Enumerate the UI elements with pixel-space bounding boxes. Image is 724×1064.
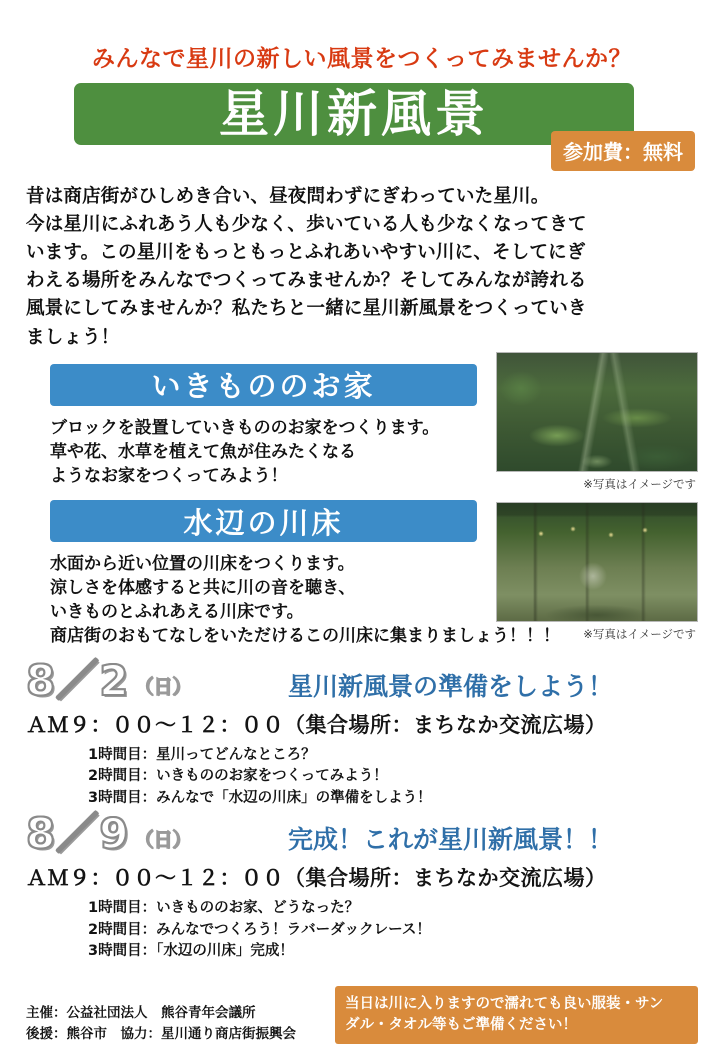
schedule-date-row [26,810,698,860]
section-body-line: 涼しさを体感すると共に川の音を聴き、 [50,578,356,599]
section-body-line: 草や花、水草を植えて魚が住みたくなる [50,441,356,462]
schedule-day: （日） [134,675,192,698]
poster-headline: みんなで星川の新しい風景をつくってみませんか？ [91,46,633,72]
schedule-period: 3時間目：みんなで「水辺の川床」の準備をしよう！ [88,790,432,807]
section-title: いきもののお家 [151,369,376,404]
section-body-line: ようなお家をつくってみよう！ [50,465,288,486]
schedule-time: ＡＭ９：００〜１２：００（集合場所：まちなか交流広場） [26,712,607,737]
schedule-periods [88,745,698,810]
photo-caption: ※写真はイメージです [583,476,696,491]
support-line: 後援：熊谷市 協力：星川通り商店街振興会 [26,1026,296,1043]
schedule-title: 完成！これが星川新風景！！ [288,824,614,854]
title-banner [74,83,634,145]
photo-riverbed [496,502,698,622]
title-row [26,83,698,164]
schedule-time: ＡＭ９：００〜１２：００（集合場所：まちなか交流広場） [26,865,607,890]
section-banner-kawadoko [50,500,477,542]
section-ikimono [26,364,698,491]
intro-paragraph [26,183,698,352]
notice-line: 当日は川に入りますので濡れても良い服装・サン [345,995,664,1012]
section-body-line: 水面から近い位置の川床をつくります。 [50,554,355,575]
schedule-period: 2時間目：みんなでつくろう！ラバーダックレース！ [88,921,431,938]
section-banner-ikimono [50,364,477,406]
intro-line: 風景にしてみませんか？私たちと一緒に星川新風景をつくっていき [26,298,587,320]
schedule-entry-2 [26,810,698,963]
fee-badge: 参加費：無料 [551,131,695,171]
section-body-line: ブロックを設置していきもののお家をつくります。 [50,417,440,438]
notice-line: ダル・タオル等もご準備ください！ [345,1016,577,1033]
schedule-entry-1 [26,657,698,810]
section-title: 水辺の川床 [183,505,344,540]
photo-pond [496,352,698,472]
intro-line: わえる場所をみんなでつくってみませんか？そしてみんなが誇れる [26,270,587,292]
section-body-line: 商店街のおもてなしをいただけるこの川床に集まりましょう！！！ [50,626,560,647]
organizer-line: 主催：公益社団法人 熊谷青年会議所 [26,1004,256,1021]
intro-line: 今は星川にふれあう人も少なく、歩いている人も少なくなってきて [26,214,587,236]
schedule-date: 8／2 [26,655,130,705]
schedule-period: 2時間目：いきもののお家をつくってみよう！ [88,768,388,785]
photo-caption: ※写真はイメージです [583,627,696,642]
section-body-line: いきものとふれあえる川床です。 [50,602,304,623]
schedule-day: （日） [134,828,192,851]
schedule-period: 3時間目：「水辺の川床」完成！ [88,943,294,960]
schedule-periods [88,898,698,963]
notice-box [335,986,698,1044]
schedule-period: 1時間目：いきもののお家、どうなった？ [88,899,360,916]
schedule [26,657,698,964]
schedule-title: 星川新風景の準備をしよう！ [288,671,614,701]
intro-line: ましょう！ [26,326,120,348]
poster-title: 星川新風景 [219,85,489,143]
schedule-date-row [26,657,698,707]
footer [26,995,698,1046]
schedule-date: 8／9 [26,808,130,858]
poster-page [0,40,724,1064]
section-kawadoko [26,500,698,649]
intro-line: 昔は商店街がひしめき合い、昼夜問わずにぎわっていた星川。 [26,186,550,207]
schedule-period: 1時間目：星川ってどんなところ？ [88,746,316,763]
intro-line: います。この星川をもっともっとふれあいやすい川に、そしてにぎ [26,242,586,264]
